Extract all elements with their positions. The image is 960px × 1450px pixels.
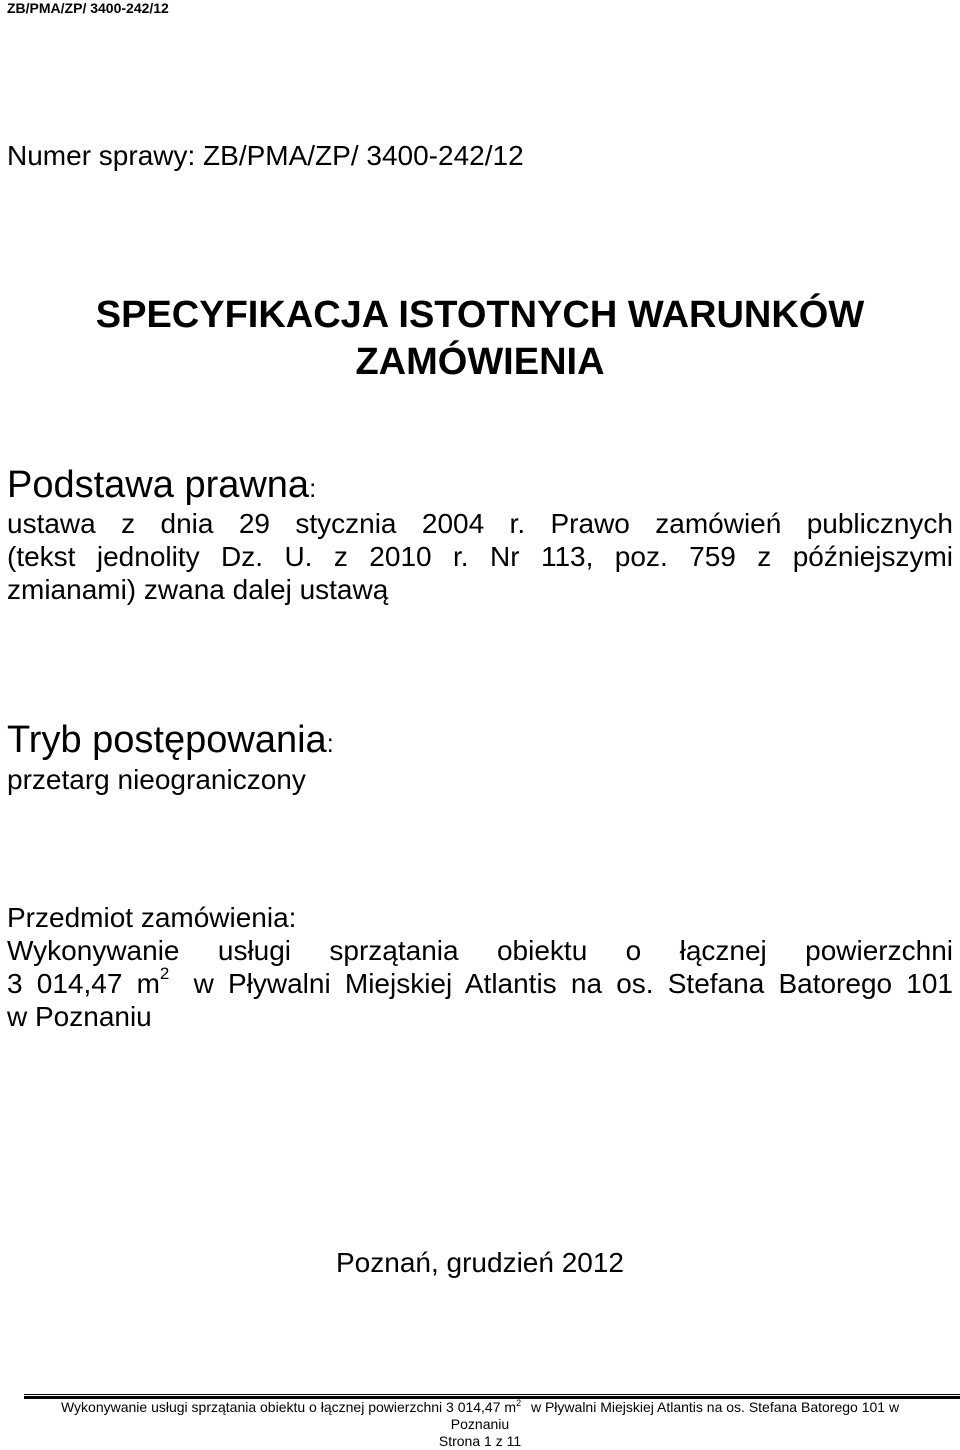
document-title (0, 292, 960, 386)
subject-area-exponent: 2 (159, 964, 170, 983)
subject-location: w Pływalni Miejskiej Atlantis na os. Stefana Batorego 101 (193, 968, 953, 999)
document-title-line-1: SPECYFIKACJA ISTOTNYCH WARUNKÓW (95, 294, 865, 336)
legal-basis-heading-colon: : (309, 473, 317, 503)
procedure-heading-text: Tryb postępowania (7, 719, 327, 761)
place-and-date: Poznań, grudzień 2012 (336, 1247, 624, 1278)
legal-basis-heading-text: Podstawa prawna (7, 464, 310, 506)
footer-line-1-start: Wykonywanie usługi sprzątania obiektu o łącznej powierzchni 3 014,47 m (60, 1399, 517, 1415)
footer-divider-thin (24, 1394, 960, 1395)
footer-line-1 (0, 1399, 960, 1416)
procedure-heading (7, 717, 334, 766)
footer-area-exponent: 2 (516, 1398, 522, 1408)
subject-heading (7, 901, 953, 934)
legal-basis-line-2: (tekst jednolity Dz. U. z 2010 r. Nr 113, poz. 759 z późniejszymi (7, 541, 953, 572)
legal-basis-text (7, 507, 953, 606)
case-number: Numer sprawy: ZB/PMA/ZP/ 3400-242/12 (7, 140, 524, 171)
document-title-line-2: ZAMÓWIENIA (355, 341, 605, 383)
footer-line-2: Poznaniu (450, 1416, 510, 1432)
legal-basis-heading (7, 462, 316, 511)
legal-basis-line-1: ustawa z dnia 29 stycznia 2004 r. Prawo zamówień publicznych (7, 508, 953, 539)
subject-area-value: 3 014,47 m (7, 968, 160, 999)
footer-page-number: Strona 1 z 11 (438, 1433, 522, 1449)
procedure-value (7, 763, 953, 796)
footer-line-1-end: w Pływalni Miejskiej Atlantis na os. Stefana Batorego 101 w (530, 1399, 900, 1415)
subject-line-2 (7, 964, 953, 1000)
procedure-value-text: przetarg nieograniczony (7, 764, 306, 795)
subject-heading-text: Przedmiot zamówienia: (7, 902, 297, 933)
header-reference: ZB/PMA/ZP/ 3400-242/12 (7, 0, 169, 16)
procedure-heading-colon: : (326, 728, 334, 758)
subject-text (7, 934, 953, 1033)
subject-line-1: Wykonywanie usługi sprzątania obiektu o łącznej powierzchni (7, 935, 953, 966)
subject-line-3: w Poznaniu (7, 1001, 152, 1032)
legal-basis-line-3: zmianami) zwana dalej ustawą (7, 574, 389, 605)
page-footer (0, 1399, 960, 1450)
